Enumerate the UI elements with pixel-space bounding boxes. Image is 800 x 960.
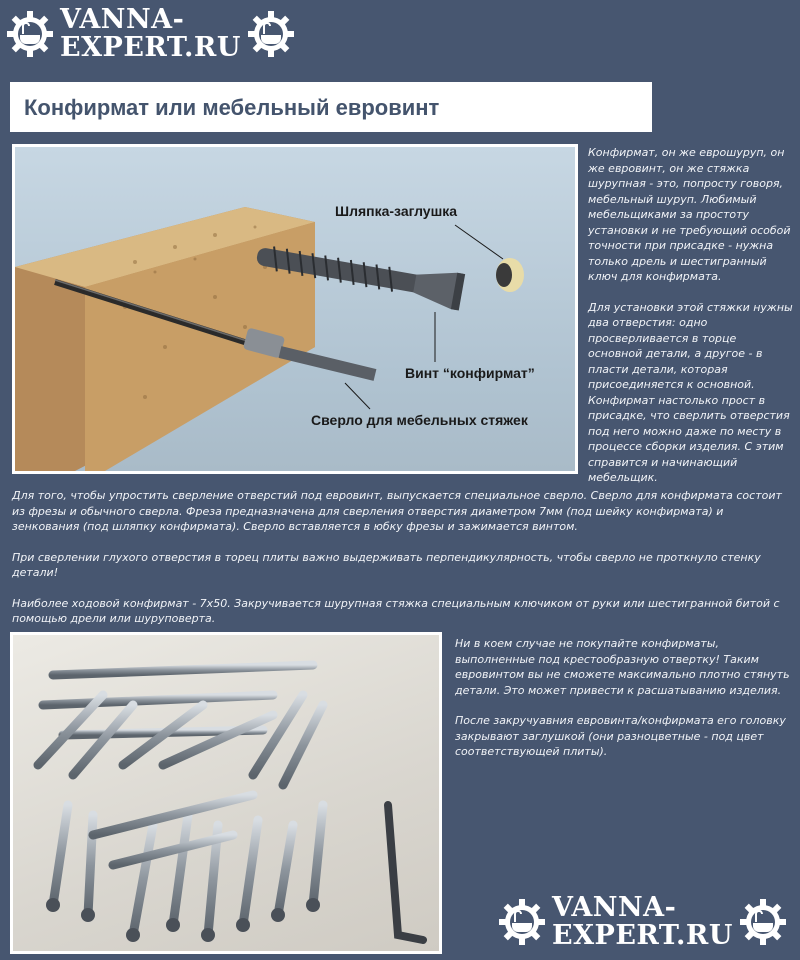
brand-line2: EXPERT.RU (552, 920, 733, 951)
brand-name (552, 894, 733, 950)
right-text (455, 636, 793, 775)
gear-bath-icon (247, 10, 295, 58)
main-text (12, 488, 792, 642)
side-paragraph: Конфирмат, он же еврошуруп, он же евровинт, он же стяжка шурупная - это, попросту говоря, мебельный шуруп. Любимый мебельщиками за простоту установки и не требующий особой точности при присадке - нужна только дрель и шестигранный ключ для конфирмата. (588, 146, 791, 283)
gear-bath-icon (6, 10, 54, 58)
main-paragraph: При сверлении глухого отверстия в торец плиты важно выдерживать перпендикулярность, чтобы сверло не проткнуло стенку детали! (12, 550, 761, 579)
label-cap: Шляпка-заглушка (335, 203, 458, 219)
right-paragraph: Ни в коем случае не покупайте конфирматы, выполненные под крестообразную отвертку! Таким евровинтом вы не сможете максимально плотно стянуть детали. Это может привести к расшатыванию изделия. (455, 637, 790, 697)
confirmat-diagram-image (12, 144, 578, 474)
gear-bath-icon (739, 898, 787, 946)
side-paragraph: Для установки этой стяжки нужны два отверстия: одно просверливается в торце основной детали, а другое - в пласти детали, которая присоединяется к основной. Конфирмат настолько прост в присадке, что сверлить отверстия под него можно даже по месту в процессе сборки изделия. С этим справится и начинающий мебельщик. (588, 300, 793, 484)
confirmat-screws-photo (10, 632, 442, 954)
screws-drawing (13, 635, 439, 951)
title-band (0, 82, 652, 132)
logo-top[interactable] (6, 6, 295, 62)
brand-line1: VANNA- (60, 4, 185, 35)
label-screw: Винт “конфирмат” (405, 365, 535, 381)
main-paragraph: Наиболее ходовой конфирмат - 7х50. Закручивается шурупная стяжка специальным ключиком от руки или шестигранной битой с помощью дрели или шуруповерта. (12, 596, 780, 625)
logo-bottom[interactable] (498, 894, 787, 950)
side-text (588, 145, 794, 501)
page-title: Конфирмат или мебельный евровинт (24, 95, 440, 120)
right-paragraph: После закручуавния евровинта/конфирмата его головку закрывают заглушкой (они разноцветные - под цвет соответствующей плиты). (455, 714, 786, 758)
brand-line2: EXPERT.RU (60, 32, 241, 63)
brand-line1: VANNA- (552, 892, 677, 923)
label-drill: Сверло для мебельных стяжек (311, 412, 528, 428)
main-paragraph: Для того, чтобы упростить сверление отверстий под евровинт, выпускается специальное сверло. Сверло для конфирмата состоит из фрезы и обычного сверла. Фреза предназначена для сверления отверстия диаметром 7мм (под шейку конфирмата) и зенкования (под шляпку конфирмата). Сверло вставляется в юбку фрезы и зажимается винтом. (12, 489, 782, 533)
brand-name (60, 6, 241, 62)
gear-bath-icon (498, 898, 546, 946)
